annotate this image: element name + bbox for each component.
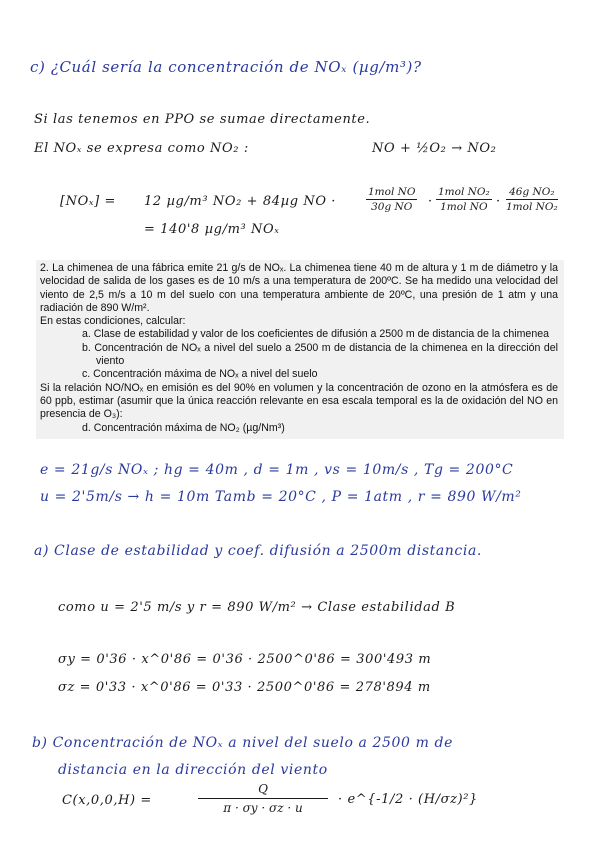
note-line-2a: El NOₓ se expresa como NO₂ : (34, 141, 249, 156)
part-b-title-line-1: b) Concentración de NOₓ a nivel del suelo a 2500 m de (32, 735, 453, 751)
problem-paragraph-2: En estas condiciones, calcular: (40, 315, 186, 328)
fraction-1 (366, 186, 417, 213)
reaction-equation: NO + ½O₂ → NO₂ (372, 141, 497, 156)
fraction-3-num: 46g NO₂ (506, 186, 558, 200)
problem-statement (36, 260, 564, 439)
fraction-1-den: 30g NO (371, 201, 413, 213)
data-line-2: u = 2'5m/s → h = 10m Tamb = 20°C , P = 1atm , r = 890 W/m² (40, 489, 522, 505)
fraction-1-num: 1mol NO (368, 186, 416, 198)
fraction-2-den: 1mol NO (440, 201, 488, 213)
problem-paragraph-1: 2. La chimenea de una fábrica emite 21 g/s de NOₓ. La chimenea tiene 40 m de altura y 1 m de diámetro y la velocidad de salida de los gases es de 10 m/s a una temperatura de 200ºC. Se ha medido una velocidad del viento de 2,5 m/s a 10 m del suelo con una temperatura ambiente de 20ºC, una presión de 1 atm y una radiación de 890 W/m². (40, 262, 558, 314)
gaussian-fraction (198, 782, 328, 815)
problem-item-a: a. Clase de estabilidad y valor de los coeficientes de difusión a 2500 m de distancia de la chimenea (82, 328, 549, 341)
sigma-y-equation: σy = 0'36 · x^0'86 = 0'36 · 2500^0'86 = 300'493 m (58, 652, 432, 667)
gaussian-exponential: · e^{-1/2 · (H/σz)²} (338, 792, 478, 807)
fraction-3 (506, 186, 558, 213)
problem-item-c: c. Concentración máxima de NOₓ a nivel del suelo (82, 368, 318, 381)
gaussian-lhs: C(x,0,0,H) = (62, 793, 152, 808)
part-a-line-1: como u = 2'5 m/s y r = 890 W/m² → Clase estabilidad B (58, 600, 456, 615)
concentration-result: = 140'8 µg/m³ NOₓ (144, 222, 280, 237)
gaussian-numerator: Q (198, 782, 328, 799)
problem-item-b: b. Concentración de NOₓ a nivel del suelo a 2500 m de distancia de la chimenea en la dirección del viento (82, 341, 558, 368)
sigma-z-equation: σz = 0'33 · x^0'86 = 0'33 · 2500^0'86 = 278'894 m (58, 680, 431, 695)
part-b-title-line-2: distancia en la dirección del viento (58, 762, 328, 778)
question-c-title: c) ¿Cuál sería la concentración de NOₓ (µg/m³)? (30, 58, 422, 76)
problem-item-d: d. Concentración máxima de NO₂ (µg/Nm³) (82, 421, 285, 434)
data-line-1: e = 21g/s NOₓ ; hg = 40m , d = 1m , vs = 10m/s , Tg = 200°C (40, 462, 514, 478)
fraction-2-num: 1mol NO₂ (438, 186, 490, 198)
fraction-3-den: 1mol NO₂ (506, 201, 558, 213)
gaussian-denominator: π · σy · σz · u (223, 801, 303, 815)
note-line-1: Si las tenemos en PPO se sumae directamente. (34, 112, 371, 127)
part-a-title: a) Clase de estabilidad y coef. difusión a 2500m distancia. (34, 543, 482, 559)
problem-paragraph-3: Si la relación NO/NOₓ en emisión es del 90% en volumen y la concentración de ozono en la atmósfera es de 60 ppb, estimar (asumir que la única reacción relevante en esa escala temporal es la de oxidación del NO en presencia de O₃): (40, 381, 558, 421)
fraction-2 (436, 186, 492, 213)
concentration-lhs: [NOₓ] = (60, 194, 117, 209)
concentration-terms: 12 µg/m³ NO₂ + 84µg NO · (144, 194, 337, 209)
